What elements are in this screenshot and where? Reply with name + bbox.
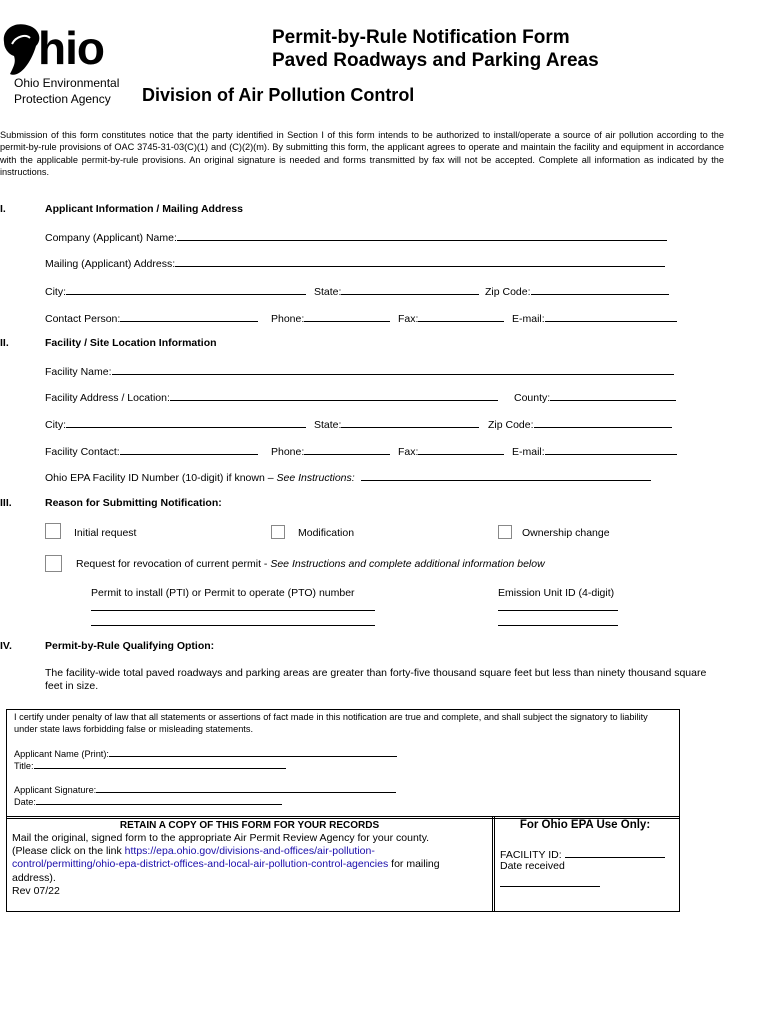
section-1-heading: Applicant Information / Mailing Address (45, 203, 243, 215)
applicant-phone-label: Phone: (271, 313, 305, 325)
ownership-change-checkbox[interactable] (498, 525, 512, 539)
logo-wordmark: hio (38, 22, 104, 74)
facility-state-field[interactable] (341, 417, 479, 428)
applicant-email-label: E-mail: (512, 313, 545, 325)
facility-state-label: State: (314, 419, 342, 431)
facility-id-epa-field[interactable] (565, 847, 665, 858)
contact-person-row (45, 311, 258, 325)
emission-unit-label: Emission Unit ID (4-digit) (498, 587, 615, 599)
applicant-city-field[interactable] (66, 284, 306, 295)
facility-id-epa-row (500, 847, 665, 861)
mailing-address-row (45, 256, 665, 270)
initial-request-checkbox[interactable] (45, 523, 61, 539)
mailing-address-label: Mailing (Applicant) Address: (45, 258, 176, 270)
section-4-number: IV. (0, 640, 12, 652)
applicant-email-field[interactable] (545, 311, 677, 322)
facility-city-row (45, 417, 306, 431)
applicant-date-row (14, 795, 282, 807)
section-2-heading: Facility / Site Location Information (45, 337, 217, 349)
applicant-signature-field[interactable] (96, 783, 396, 793)
initial-request-label: Initial request (74, 527, 137, 539)
applicant-title-label: Title: (14, 761, 34, 771)
emission-unit-field-1[interactable] (498, 600, 618, 611)
county-field[interactable] (550, 390, 676, 401)
retain-line2-prefix: (Please click on the link (12, 845, 125, 858)
facility-fax-field[interactable] (418, 444, 504, 455)
certification-text: I certify under penalty of law that all statements or assertions of fact made in this notification are true and complete, and shall subject the signatory to liability under state laws forbidding false or misleading statements. (14, 712, 648, 734)
company-name-label: Company (Applicant) Name: (45, 232, 177, 244)
facility-city-label: City: (45, 419, 66, 431)
applicant-email-row (512, 311, 677, 325)
applicant-name-label: Applicant Name (Print): (14, 749, 109, 759)
facility-zip-field[interactable] (534, 417, 672, 428)
applicant-phone-row (271, 311, 390, 325)
facility-phone-label: Phone: (271, 446, 305, 458)
applicant-zip-field[interactable] (531, 284, 669, 295)
applicant-zip-row (485, 284, 669, 298)
facility-email-row (512, 444, 677, 458)
ohio-epa-logo (0, 18, 135, 108)
applicant-zip-label: Zip Code: (485, 286, 531, 298)
facility-state-row (314, 417, 479, 431)
retain-line3-suffix: for mailing (388, 858, 440, 871)
facility-id-epa-label: FACILITY ID: (500, 849, 565, 861)
retain-heading: RETAIN A COPY OF THIS FORM FOR YOUR RECORDS (119, 820, 380, 831)
section-4-heading: Permit-by-Rule Qualifying Option: (45, 640, 215, 652)
applicant-date-field[interactable] (36, 795, 282, 805)
revocation-checkbox[interactable] (45, 555, 62, 572)
facility-address-row (45, 390, 498, 404)
company-name-row (45, 230, 667, 244)
applicant-name-row (14, 747, 397, 759)
form-title-line2: Paved Roadways and Parking Areas (272, 50, 599, 71)
applicant-state-field[interactable] (341, 284, 479, 295)
contact-person-field[interactable] (120, 311, 258, 322)
facility-email-label: E-mail: (512, 446, 545, 458)
applicant-fax-label: Fax: (398, 313, 419, 325)
facility-name-label: Facility Name: (45, 366, 112, 378)
facility-address-label: Facility Address / Location: (45, 392, 170, 404)
facility-address-field[interactable] (170, 390, 498, 401)
applicant-fax-field[interactable] (418, 311, 504, 322)
division-title: Division of Air Pollution Control (142, 85, 415, 105)
facility-id-field[interactable] (361, 470, 651, 481)
retain-line3 (12, 858, 490, 871)
logo-agency-line1: Ohio Environmental (14, 76, 120, 90)
applicant-city-row (45, 284, 306, 298)
revocation-row (76, 558, 545, 570)
applicant-state-row (314, 284, 479, 298)
facility-phone-field[interactable] (304, 444, 390, 455)
facility-email-field[interactable] (545, 444, 677, 455)
revision-date: Rev 07/22 (12, 884, 60, 897)
section-3-number: III. (0, 497, 12, 509)
facility-fax-label: Fax: (398, 446, 419, 458)
form-title-line1: Permit-by-Rule Notification Form (272, 27, 570, 48)
intro-text: Submission of this form constitutes notice that the party identified in Section I of this form intends to be authorized to install/operate a source of air pollution according to the permit-by-rule provisions of OAC 3745-31-03(C)(1) and (C)(2)(m). By submitting this form, the applicant agrees to operate and maintain the facility and equipment in accordance with the applicable permit-by-rule provisions. An original signature is needed and forms transmitted by fax will not be accepted. Complete all information as indicated by the instructions. (0, 130, 724, 178)
ownership-change-label: Ownership change (522, 527, 610, 539)
emission-unit-field-2[interactable] (498, 615, 618, 626)
permit-number-field-1[interactable] (91, 600, 375, 611)
applicant-name-field[interactable] (109, 747, 397, 757)
permit-number-label: Permit to install (PTI) or Permit to operate (PTO) number (91, 587, 355, 599)
retain-line4: address). (12, 871, 56, 884)
mailing-address-field[interactable] (175, 256, 665, 267)
epa-use-heading: For Ohio EPA Use Only: (519, 819, 651, 831)
section-1-number: I. (0, 203, 6, 215)
facility-contact-label: Facility Contact: (45, 446, 120, 458)
revocation-note: See Instructions and complete additional information below (270, 558, 545, 570)
applicant-title-row (14, 759, 286, 771)
date-received-field[interactable] (500, 876, 600, 887)
facility-name-field[interactable] (112, 364, 674, 375)
applicant-signature-row (14, 783, 396, 795)
ohio-state-icon (0, 22, 42, 78)
county-row (514, 390, 676, 404)
facility-id-label: Ohio EPA Facility ID Number (10-digit) if known – (45, 472, 277, 484)
modification-label: Modification (298, 527, 355, 539)
applicant-title-field[interactable] (34, 759, 286, 769)
facility-zip-label: Zip Code: (488, 419, 534, 431)
facility-name-row (45, 364, 674, 378)
facility-city-field[interactable] (66, 417, 306, 428)
facility-contact-field[interactable] (120, 444, 258, 455)
applicant-state-label: State: (314, 286, 342, 298)
applicant-city-label: City: (45, 286, 66, 298)
facility-contact-row (45, 444, 258, 458)
agency-link-part2[interactable]: control/permitting/ohio-epa-district-offices-and-local-air-pollution-control-agencies (12, 858, 389, 871)
revocation-label: Request for revocation of current permit - (76, 558, 271, 570)
county-label: County: (514, 392, 551, 404)
facility-fax-row (398, 444, 504, 458)
facility-id-see-instructions: See Instructions: (276, 472, 355, 484)
facility-zip-row (488, 417, 672, 431)
applicant-phone-field[interactable] (304, 311, 390, 322)
retain-instructions (12, 832, 490, 898)
applicant-date-label: Date: (14, 797, 36, 807)
retain-line1: Mail the original, signed form to the appropriate Air Permit Review Agency for your county. (12, 832, 430, 844)
logo-agency-line2: Protection Agency (14, 92, 111, 106)
modification-checkbox[interactable] (271, 525, 285, 539)
qualifying-option-text: The facility-wide total paved roadways and parking areas are greater than forty-five thousand square feet but less than ninety thousand square feet in size. (45, 667, 707, 692)
contact-person-label: Contact Person: (45, 313, 121, 325)
section-3-heading: Reason for Submitting Notification: (45, 497, 222, 509)
company-name-field[interactable] (177, 230, 667, 241)
retain-line2 (12, 845, 490, 858)
applicant-signature-label: Applicant Signature: (14, 785, 97, 795)
facility-phone-row (271, 444, 390, 458)
applicant-fax-row (398, 311, 504, 325)
date-received-label: Date received (500, 860, 565, 872)
agency-link-part1[interactable]: https://epa.ohio.gov/divisions-and-offices/air-pollution- (124, 845, 375, 858)
section-2-number: II. (0, 337, 9, 349)
facility-id-row (45, 470, 651, 484)
permit-number-field-2[interactable] (91, 615, 375, 626)
